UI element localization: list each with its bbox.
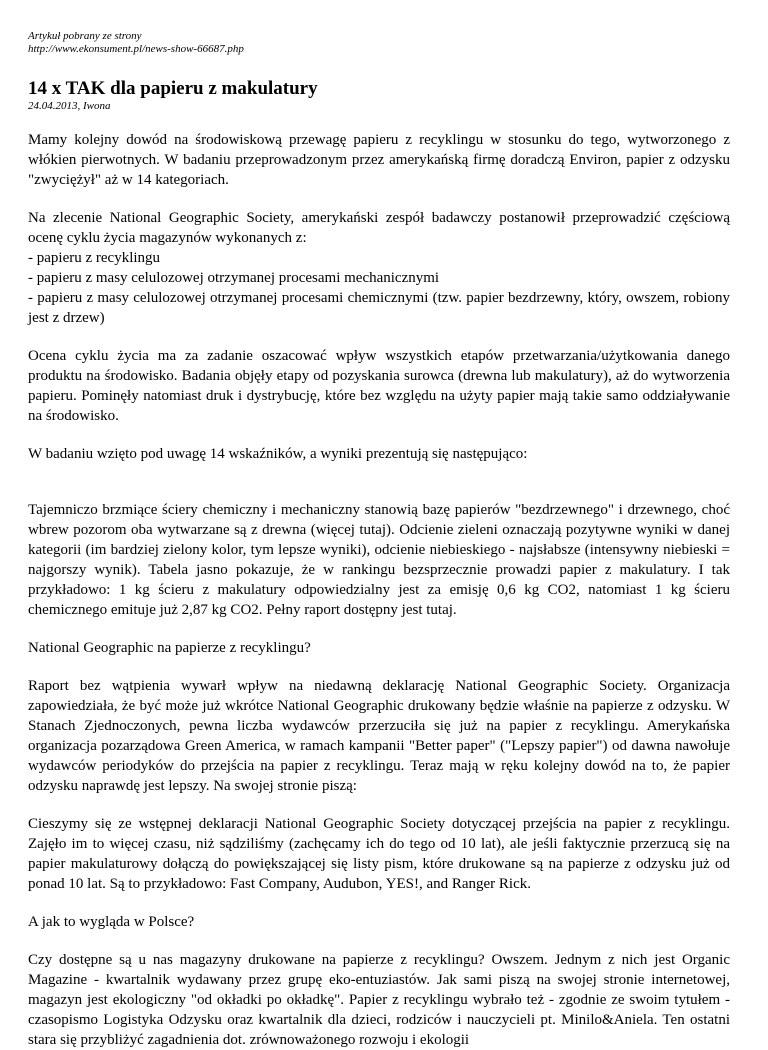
document-page <box>28 30 730 1050</box>
list-item: - papieru z recyklingu <box>28 250 161 266</box>
list-item: - papieru z masy celulozowej otrzymanej procesami mechanicznymi <box>28 270 440 286</box>
paragraph-results: Tajemniczo brzmiące ściery chemiczny i mechaniczny stanowią bazę papierów "bezdrzewnego" i drzewnego, choć wbrew pozorom oba wytwarzane są z drewna (więcej tutaj). Odcienie zieleni oznaczają pozytywne wyniki w danej kategorii (im bardziej zielony kolor, tym lepsze wyniki), odcienie niebieskiego - najsłabsze (intensywny niebieski = najgorszy wynik). Tabela jasno pokazuje, że w rankingu bezsprzecznie prowadzi papier z makulatury. I tak przykładowo: 1 kg ścieru z makulatury odpowiedzialny jest za emisję 0,6 kg CO2, natomiast 1 kg ścieru chemicznego emituje już 2,87 kg CO2. Pełny raport dostępny jest tutaj. <box>28 502 730 618</box>
paragraph-lca: Ocena cyklu życia ma za zadanie oszacować wpływ wszystkich etapów przetwarzania/użytkowania danego produktu na środowisko. Badania objęły etapy od pozyskania surowca (drewna lub makulatury), aż do wytworzenia papieru. Pominęły natomiast druk i dystrybucję, które bez względu na użyty papier mają takie samo oddziaływanie na środowisko. <box>28 348 730 424</box>
paragraph-intro: Mamy kolejny dowód na środowiskową przewagę papieru z recyklingu w stosunku do tego, wytworzonego z włókien pierwotnych. W badaniu przeprowadzonym przez amerykańską firmę doradczą Environ, papier z odzysku "zwyciężył" aż w 14 kategoriach. <box>28 132 730 188</box>
section-heading-poland: A jak to wygląda w Polsce? <box>28 914 195 930</box>
section-heading-national-geographic: National Geographic na papierze z recyklingu? <box>28 640 311 656</box>
source-label: Artykuł pobrany ze strony <box>28 30 142 42</box>
list-item: - papieru z masy celulozowej otrzymanej procesami chemicznymi (tzw. papier bezdrzewny, który, owszem, robiony jest z drzew) <box>28 290 730 326</box>
paragraph-quote: Cieszymy się ze wstępnej deklaracji National Geographic Society dotyczącej przejścia na papier z recyklingu. Zajęło im to więcej czasu, niż sądziliśmy (zachęcamy ich do tego od 10 lat), ale jeśli faktycznie przerzucą się na papier makulaturowy dołączą do powiększającej się listy pism, które drukowane są na papierze z odzysku już od ponad 10 lat. Są to przykładowo: Fast Company, Audubon, YES!, and Ranger Rick. <box>28 816 730 892</box>
list-intro: Na zlecenie National Geographic Society, amerykański zespół badawczy postanowił przeprowadzić częściową ocenę cyklu życia magazynów wykonanych z: <box>28 210 730 246</box>
paragraph-indicators: W badaniu wzięto pod uwagę 14 wskaźników, a wyniki prezentują się następująco: <box>28 446 528 462</box>
paragraph-report-impact: Raport bez wątpienia wywarł wpływ na niedawną deklarację National Geographic Society. Organizacja zapowiedziała, że być może już wkrótce National Geographic drukowany będzie właśnie na papierze z odzysku. W Stanach Zjednoczonych, pewna liczba wydawców przerzuciła się już na papier z recyklingu. Amerykańska organizacja pozarządowa Green America, w ramach kampanii "Better paper" ("Lepszy papier") od dawna nawołuje wydawców periodyków do przejścia na papier z recyklingu. Teraz mają w ręku kolejny dowód na to, że papier odzysku naprawdę jest lepszy. Na swojej stronie piszą: <box>28 678 730 794</box>
source-note <box>28 30 730 56</box>
list-items <box>28 248 730 328</box>
article-byline: 24.04.2013, Iwona <box>28 100 111 112</box>
paragraph-list <box>28 208 730 328</box>
source-url: http://www.ekonsument.pl/news-show-66687.php <box>28 43 244 55</box>
paragraph-poland: Czy dostępne są u nas magazyny drukowane na papierze z recyklingu? Owszem. Jednym z nich jest Organic Magazine - kwartalnik wydawany przez grupę eko-entuziastów. Jak sami piszą na swojej stronie internetowej, magazyn jest ekologiczny "od okładki po okładkę". Papier z recyklingu wybrało też - zgodnie ze swoim tytułem - czasopismo Logistyka Odzysku oraz kwartalnik dla dzieci, rodziców i nauczycieli pt. Minilo&Aniela. Ten ostatni stara się przybliżyć zagadnienia dot. zrównoważonego rozwoju i ekologii <box>28 952 730 1048</box>
article-title: 14 x TAK dla papieru z makulatury <box>28 78 318 99</box>
